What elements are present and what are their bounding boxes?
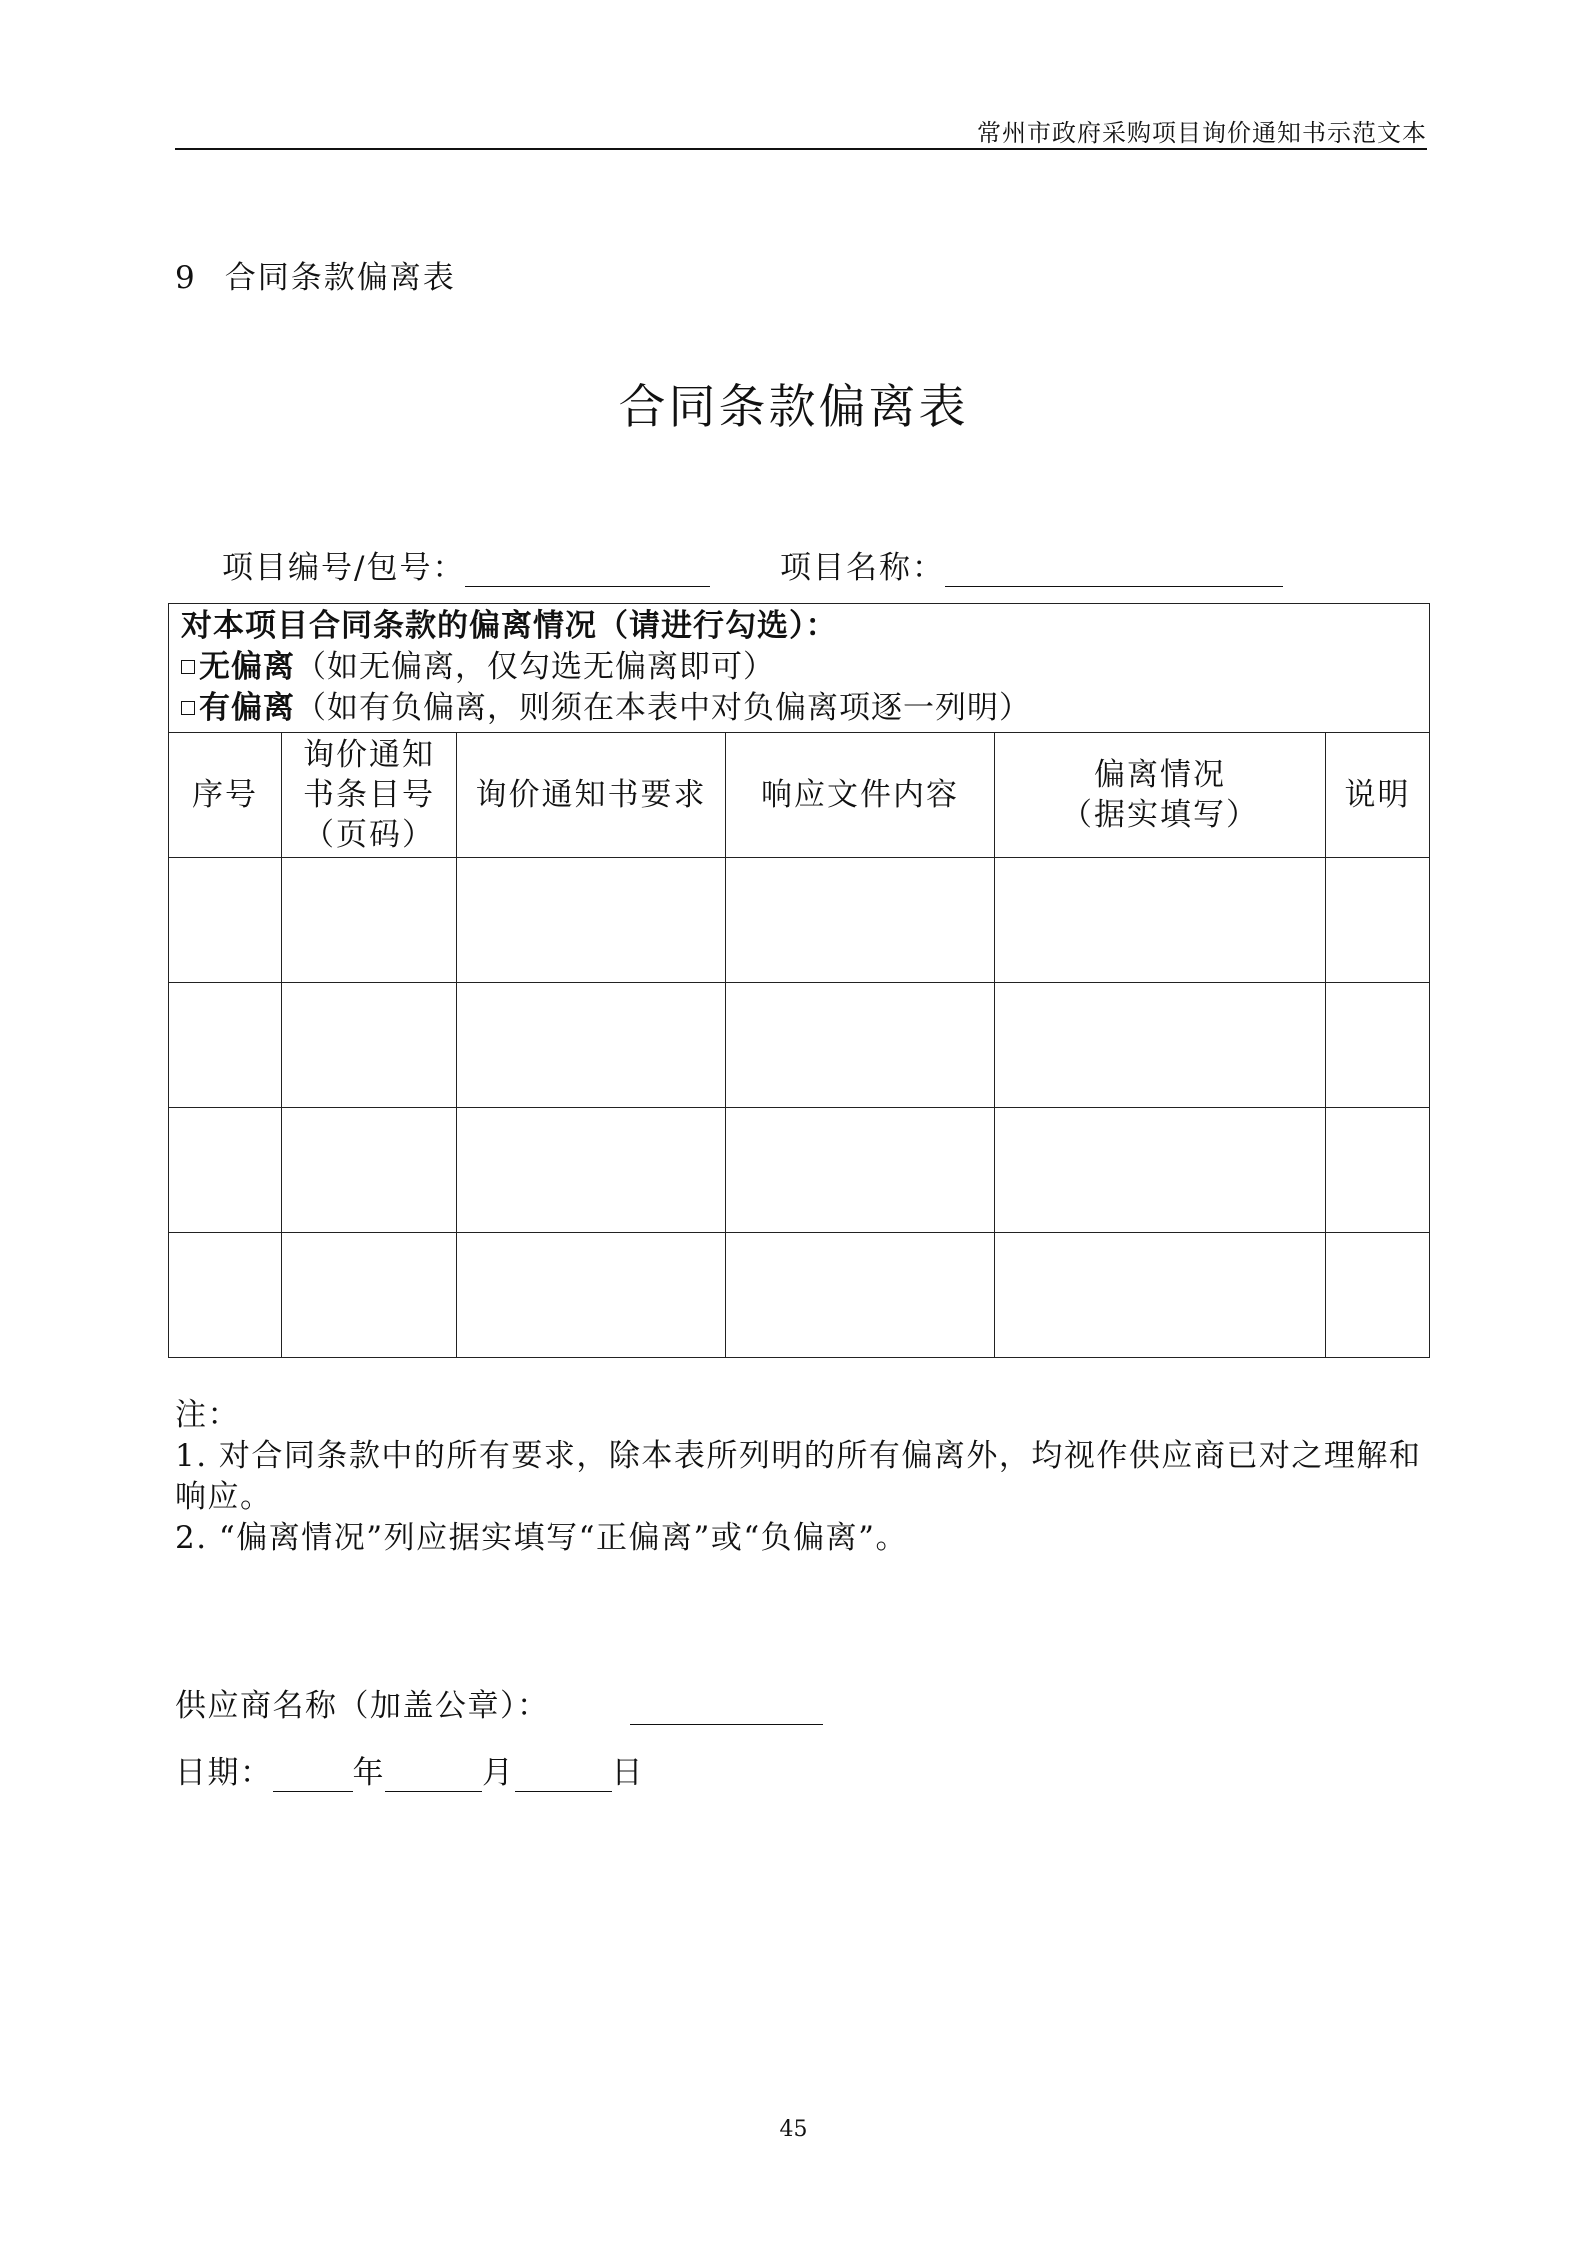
col-header-deviation: [995, 733, 1326, 858]
col-header-requirement-text: 询价通知书要求: [475, 777, 707, 813]
deviation-table: [168, 603, 1430, 1358]
table-cell[interactable]: [457, 983, 726, 1108]
col-header-deviation-line1: 偏离情况: [1094, 757, 1226, 793]
option-has-deviation-label: 有偏离: [199, 690, 295, 726]
page-number: 45: [779, 2117, 808, 2142]
running-header: 常州市政府采购项目询价通知书示范文本: [977, 119, 1427, 147]
col-header-remarks: [1326, 733, 1430, 858]
date-row: [175, 1747, 644, 1792]
table-cell[interactable]: [282, 858, 457, 983]
deviation-intro-text: 对本项目合同条款的偏离情况（请进行勾选）：: [181, 608, 838, 644]
option-no-deviation-note: （如无偏离，仅勾选无偏离即可）: [295, 649, 775, 685]
day-blank[interactable]: [515, 1757, 612, 1792]
date-label: 日期：: [175, 1755, 273, 1791]
table-cell[interactable]: [457, 1108, 726, 1233]
header-rule: [175, 148, 1427, 150]
project-name-blank[interactable]: [945, 552, 1283, 587]
col-header-seq-text: 序号: [192, 777, 258, 813]
col-header-clause-ref-line2: 书条目号: [303, 777, 435, 813]
table-cell[interactable]: [726, 858, 995, 983]
section-title: 合同条款偏离表: [224, 260, 456, 296]
project-name-label: 项目名称：: [780, 550, 945, 586]
year-label: 年: [352, 1755, 385, 1791]
supplier-name-blank[interactable]: [630, 1690, 823, 1725]
month-blank[interactable]: [385, 1757, 482, 1792]
table-cell[interactable]: [1326, 858, 1430, 983]
table-cell[interactable]: [1326, 1233, 1430, 1358]
table-row: [169, 983, 1430, 1108]
col-header-clause-ref: [282, 733, 457, 858]
table-cell[interactable]: [1326, 1108, 1430, 1233]
table-cell[interactable]: [457, 858, 726, 983]
col-header-remarks-text: 说明: [1344, 777, 1411, 813]
document-title: 合同条款偏离表: [618, 380, 969, 435]
col-header-seq: [169, 733, 282, 858]
table-cell[interactable]: [726, 1108, 995, 1233]
table-row: [169, 1233, 1430, 1358]
option-has-deviation: [181, 688, 1417, 729]
notes-heading: 注：: [175, 1397, 240, 1433]
table-cell[interactable]: [457, 1233, 726, 1358]
table-cell[interactable]: [169, 858, 282, 983]
table-cell[interactable]: [282, 1233, 457, 1358]
table-cell[interactable]: [995, 858, 1326, 983]
option-has-deviation-note: （如有负偏离，则须在本表中对负偏离项逐一列明）: [295, 690, 1031, 726]
option-no-deviation: [181, 647, 1417, 688]
section-number: 9: [175, 260, 197, 296]
checkbox-icon[interactable]: [181, 660, 195, 674]
year-blank[interactable]: [273, 1757, 353, 1792]
note-item-2: 2. “偏离情况”列应据实填写“正偏离”或“负偏离”。: [175, 1520, 909, 1556]
table-header-row: [169, 733, 1430, 858]
col-header-deviation-line2: （据实填写）: [1061, 797, 1259, 833]
table-cell[interactable]: [995, 983, 1326, 1108]
deviation-intro-cell: [169, 604, 1430, 733]
project-code-blank[interactable]: [465, 552, 710, 587]
table-cell[interactable]: [1326, 983, 1430, 1108]
checkbox-icon[interactable]: [181, 701, 195, 715]
col-header-response: [726, 733, 995, 858]
supplier-name-label: 供应商名称（加盖公章）：: [175, 1688, 550, 1724]
section-heading: [175, 252, 456, 297]
note-item-1: 1. 对合同条款中的所有要求，除本表所列明的所有偏离外，均视作供应商已对之理解和响应。: [175, 1438, 1422, 1515]
table-cell[interactable]: [169, 1108, 282, 1233]
col-header-requirement: [457, 733, 726, 858]
table-cell[interactable]: [282, 983, 457, 1108]
option-no-deviation-label: 无偏离: [199, 649, 295, 685]
col-header-clause-ref-line3: （页码）: [303, 817, 435, 853]
col-header-response-text: 响应文件内容: [761, 777, 959, 813]
table-cell[interactable]: [169, 983, 282, 1108]
table-cell[interactable]: [995, 1108, 1326, 1233]
table-cell[interactable]: [726, 1233, 995, 1358]
day-label: 日: [611, 1755, 644, 1791]
project-code-row: [222, 542, 710, 587]
supplier-signature-row: [175, 1680, 823, 1725]
table-row: [169, 1108, 1430, 1233]
table-cell[interactable]: [282, 1108, 457, 1233]
table-row: [169, 858, 1430, 983]
project-code-label: 项目编号/包号：: [222, 550, 466, 586]
notes: [175, 1395, 1430, 1559]
table-cell[interactable]: [995, 1233, 1326, 1358]
col-header-clause-ref-line1: 询价通知: [303, 737, 435, 773]
project-name-row: [780, 542, 1283, 587]
month-label: 月: [482, 1755, 515, 1791]
table-cell[interactable]: [169, 1233, 282, 1358]
table-cell[interactable]: [726, 983, 995, 1108]
